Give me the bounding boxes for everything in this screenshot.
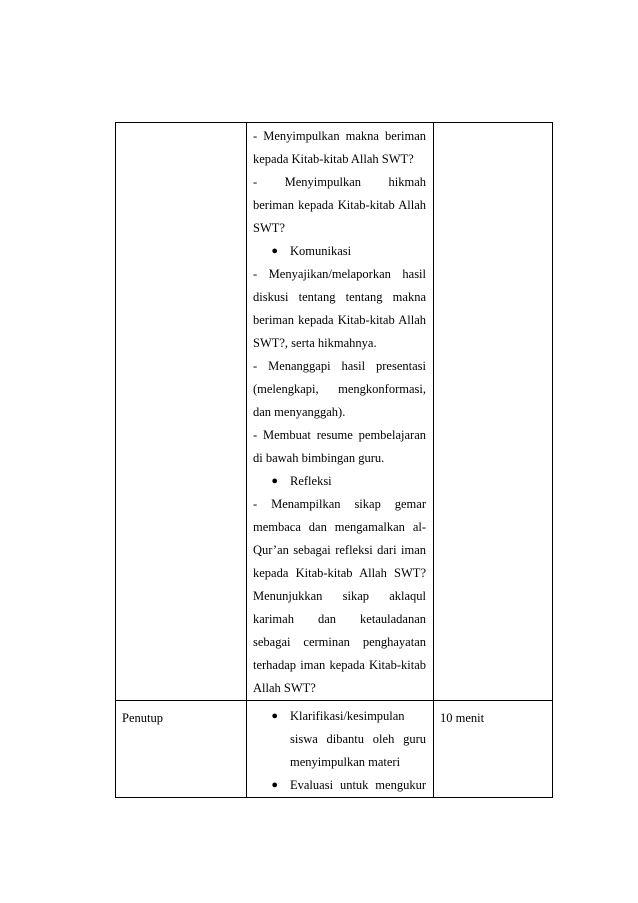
- activity-line: (melengkapi, mengkonformasi,: [253, 382, 426, 396]
- table-row: [116, 123, 553, 701]
- activity-line: SWT?: [253, 221, 285, 235]
- activity-line: di bawah bimbingan guru.: [253, 451, 385, 465]
- activity-cell: [247, 701, 434, 798]
- activity-line: kepada Kitab-kitab Allah SWT?: [253, 152, 414, 166]
- stage-label: Penutup: [122, 711, 163, 725]
- activity-line: sebagai cerminan penghayatan: [253, 635, 426, 649]
- activity-line: beriman kepada Kitab-kitab Allah: [253, 313, 426, 327]
- activity-cell: [247, 123, 434, 701]
- lesson-plan-table: [115, 122, 553, 798]
- time-cell: [434, 123, 553, 701]
- bullet-icon: ●: [271, 475, 278, 487]
- time-cell: [434, 701, 553, 798]
- bullet-label: Evaluasi untuk mengukur: [290, 778, 426, 792]
- activity-line: - Menyimpulkan makna beriman: [253, 129, 426, 143]
- time-value: 10 menit: [440, 711, 485, 725]
- activity-line: - Menyimpulkan hikmah: [253, 175, 426, 189]
- activity-line: siswa dibantu oleh guru: [290, 732, 426, 746]
- activity-line: karimah dan ketauladanan: [253, 612, 426, 626]
- activity-line: terhadap iman kepada Kitab-kitab: [253, 658, 426, 672]
- bullet-item-refleksi: [253, 470, 426, 493]
- activity-line: Qur’an sebagai refleksi dari iman: [253, 543, 426, 557]
- bullet-item: [253, 774, 426, 797]
- activity-line: SWT?, serta hikmahnya.: [253, 336, 377, 350]
- time-value: [434, 123, 552, 131]
- activity-line: - Menampilkan sikap gemar: [253, 497, 426, 511]
- bullet-item-komunikasi: [253, 240, 426, 263]
- stage-cell: [116, 701, 247, 798]
- activity-content: [247, 123, 433, 700]
- activity-line: - Menanggapi hasil presentasi: [253, 359, 426, 373]
- bullet-label: Klarifikasi/kesimpulan: [290, 709, 405, 723]
- bullet-label: Refleksi: [290, 474, 332, 488]
- activity-line: beriman kepada Kitab-kitab Allah: [253, 198, 426, 212]
- table-row: [116, 701, 553, 798]
- activity-line: membaca dan mengamalkan al-: [253, 520, 426, 534]
- bullet-icon: ●: [271, 245, 278, 257]
- activity-line: Allah SWT?: [253, 681, 316, 695]
- activity-line: Menunjukkan sikap aklaqul: [253, 589, 426, 603]
- bullet-icon: ●: [271, 710, 278, 722]
- activity-line: - Membuat resume pembelajaran: [253, 428, 426, 442]
- activity-line: kepada Kitab-kitab Allah SWT?: [253, 566, 426, 580]
- activity-line: menyimpulkan materi: [290, 755, 401, 769]
- stage-cell: [116, 123, 247, 701]
- bullet-label: Komunikasi: [290, 244, 352, 258]
- activity-line: - Menyajikan/melaporkan hasil: [253, 267, 426, 281]
- activity-line: dan menyanggah).: [253, 405, 346, 419]
- activity-line: diskusi tentang tentang makna: [253, 290, 426, 304]
- activity-content: [247, 701, 433, 797]
- bullet-item: [253, 705, 426, 728]
- bullet-icon: ●: [271, 779, 278, 791]
- stage-label: [116, 123, 246, 131]
